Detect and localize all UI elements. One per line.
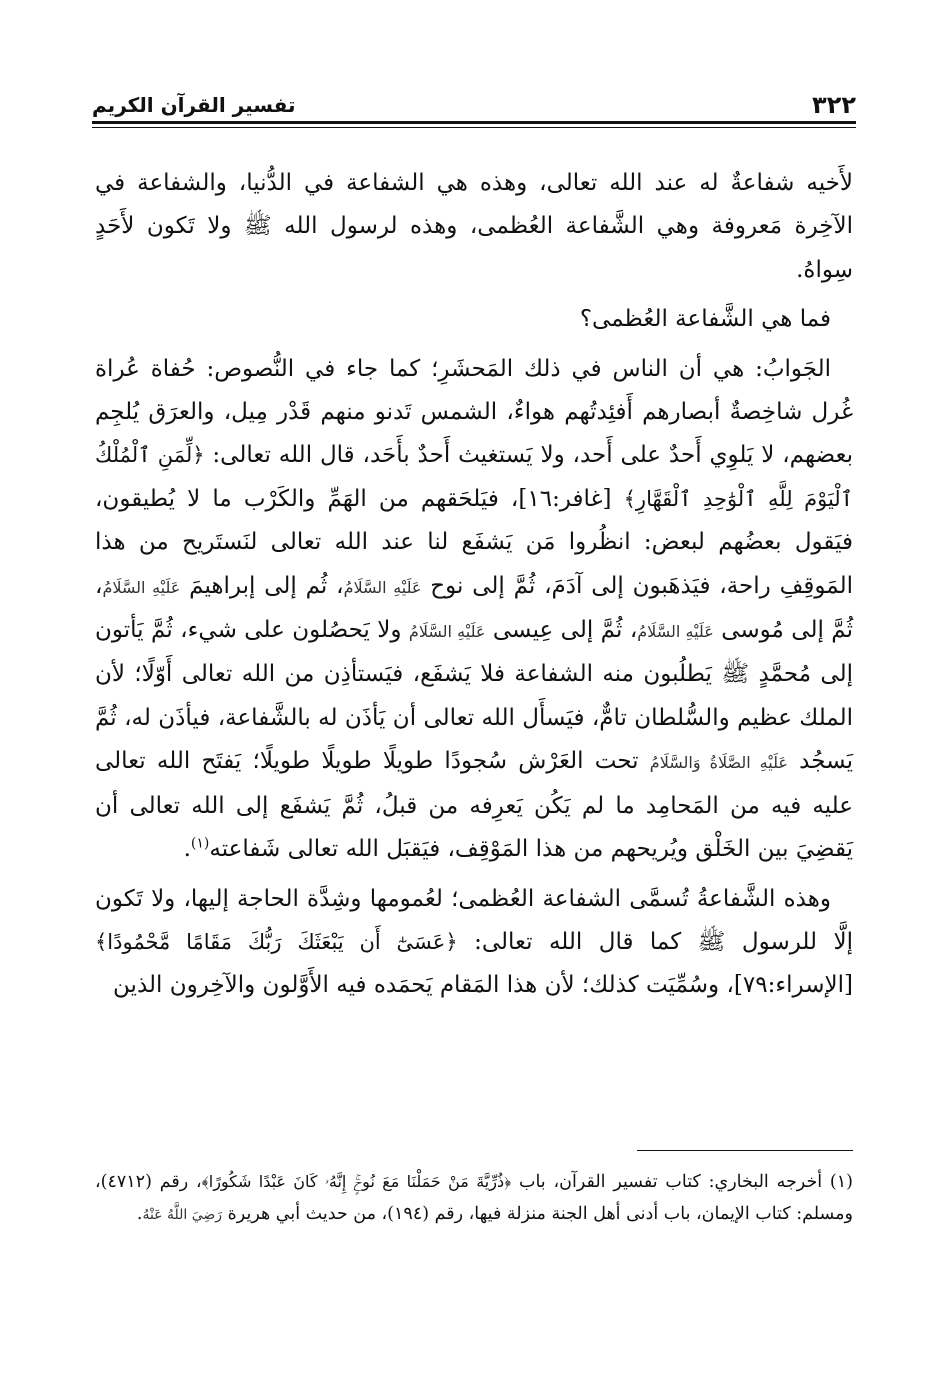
honorific-isa: عَلَيْهِ السَّلَامُ [408,622,486,642]
footnote-honorific: رَضِيَ اللَّهُ عَنْهُ [142,1207,223,1223]
naming-text-a: وهذه الشَّفاعةُ تُسمَّى الشفاعة العُظمى؛ لعُمومها وشِدَّة الحاجة إليها، ولا تَكون إلَّا للرسول ﷺ كما قال الله تعالى: [95,885,853,955]
footnote-1 [95,1166,853,1231]
honorific-prophet: عَلَيْهِ الصَّلَاةُ وَالسَّلَامُ [649,753,788,773]
paragraph-1: لأَخيه شفاعةٌ له عند الله تعالى، وهذه هي الشفاعة في الدُّنيا، والشفاعة في الآخِرة مَعروفة وهي الشَّفاعة العُظمى، وهذه لرسول الله ﷺ ولا تَكون لأَحَدٍ سِواهُ. [95,170,853,283]
answer-text-d: ، ثُمَّ إلى مُوسى [95,572,854,644]
main-text [95,162,853,1008]
footnote-marker[interactable]: (١) [190,835,210,852]
honorific-musa: عَلَيْهِ السَّلَامُ [637,622,714,642]
verse-reference-ghafir: [غافر:١٦] [518,485,624,512]
quran-verse-isra: ﴿عَسَىٰٓ أَن يَبْعَثَكَ رَبُّكَ مَقَامًا مَّحْمُودًا﴾ [95,929,458,954]
running-title: تفسير القرآن الكريم [92,93,296,117]
answer-text-e: ، ثُمَّ إلى عِيسى [485,617,638,644]
honorific-nuh: عَلَيْهِ السَّلَامُ [343,577,422,597]
footnotes [95,1166,853,1231]
page-number: ٣٢٢ [812,91,856,119]
paragraph-question: فما هي الشَّفاعة العُظمى؟ [579,306,831,333]
paragraph-naming [95,878,853,1008]
footnote-separator [637,1150,853,1151]
answer-text-c: ، ثُم إلى إبراهيمَ [180,572,344,599]
footnote-text-b: ، رقم (٤٧١٢)، ومسلم: كتاب الإيمان، باب أدنى أهل الجنة منزلة فيها، رقم (١٩٤)، من حديث أبي هريرة [95,1172,853,1224]
answer-text-end: . [183,836,191,863]
honorific-ibrahim: عَلَيْهِ السَّلَامُ [102,577,181,597]
naming-text-b: [الإسراء:٧٩]، وسُمِّيَت كذلك؛ لأن هذا المَقام يَحمَده فيه الأَوَّلون والآخِرون الذين [113,972,853,999]
quran-verse-ghafir: ﴿لِّمَنِ ٱلْمُلْكُ ٱلْيَوْمَ لِلَّهِ ٱلْوَٰحِدِ ٱلْقَهَّارِ﴾ [95,443,853,511]
footnote-text-a: (١) أخرجه البخاري: كتاب تفسير القرآن، باب [511,1172,853,1192]
paragraph-answer [95,348,853,872]
answer-text-a: الجَوابُ: هي أن الناس في ذلك المَحشَرِ؛ كما جاء في النُّصوص: حُفاة عُراة غُرل شاخِصةٌ أبصارهم أَفئِدتُهم هواءٌ، الشمس تَدنو منهم قَدْر مِيل، والعرَق يُلجِم بعضهم، لا يَلوِي أَحدٌ على أَحد، ولا يَستغيث أَحدٌ بأَحَد، قال الله تعالى: [95,355,853,469]
header-rule-thin [92,127,856,128]
page-header [92,86,856,120]
answer-text-g: تحت العَرْش سُجودًا طويلًا طويلًا طويلًا؛ يَفتَح الله تعالى عليه فيه من المَحامِد ما لم يَكُن يَعرِفه من قبلُ، ثُمَّ يَشفَع إلى الله تعالى أن يَقضِيَ بين الخَلْق ويُريحهم من هذا المَوْقِف، فيَقبَل الله تعالى شَفاعته [95,748,853,863]
header-rule-thick [92,121,856,124]
answer-text-b: ، فيَلحَقهم من الهَمِّ والكَرْب ما لا يُطيقون، فيَقول بعضُهم لبعض: انظُروا مَن يَشفَع لنا عند الله تعالى لنَستَريح من هذا المَوقِفِ راحة، فيَذهَبون إلى آدَمَ، ثُمَّ إلى نوح [95,485,853,599]
footnote-text-end: . [136,1204,143,1224]
answer-text-f: ولا يَحصُلون على شيء، ثُمَّ يَأتون إلى مُحمَّدٍ ﷺ يَطلُبون منه الشفاعة فلا يَشفَع، فيَستأذِن من الله تعالى أَوّلًا؛ لأن الملك عظيم والسُّلطان تامٌّ، فيَسأَل الله تعالى أن يَأذَن له بالشَّفاعة، فيأذَن له، ثُمَّ يَسجُد [95,617,853,775]
footnote-quran-verse: ﴿ذُرِّيَّةَ مَنْ حَمَلْنَا مَعَ نُوحٍۚ إِنَّهُۥ كَانَ عَبْدًا شَكُورًا﴾ [201,1172,512,1191]
